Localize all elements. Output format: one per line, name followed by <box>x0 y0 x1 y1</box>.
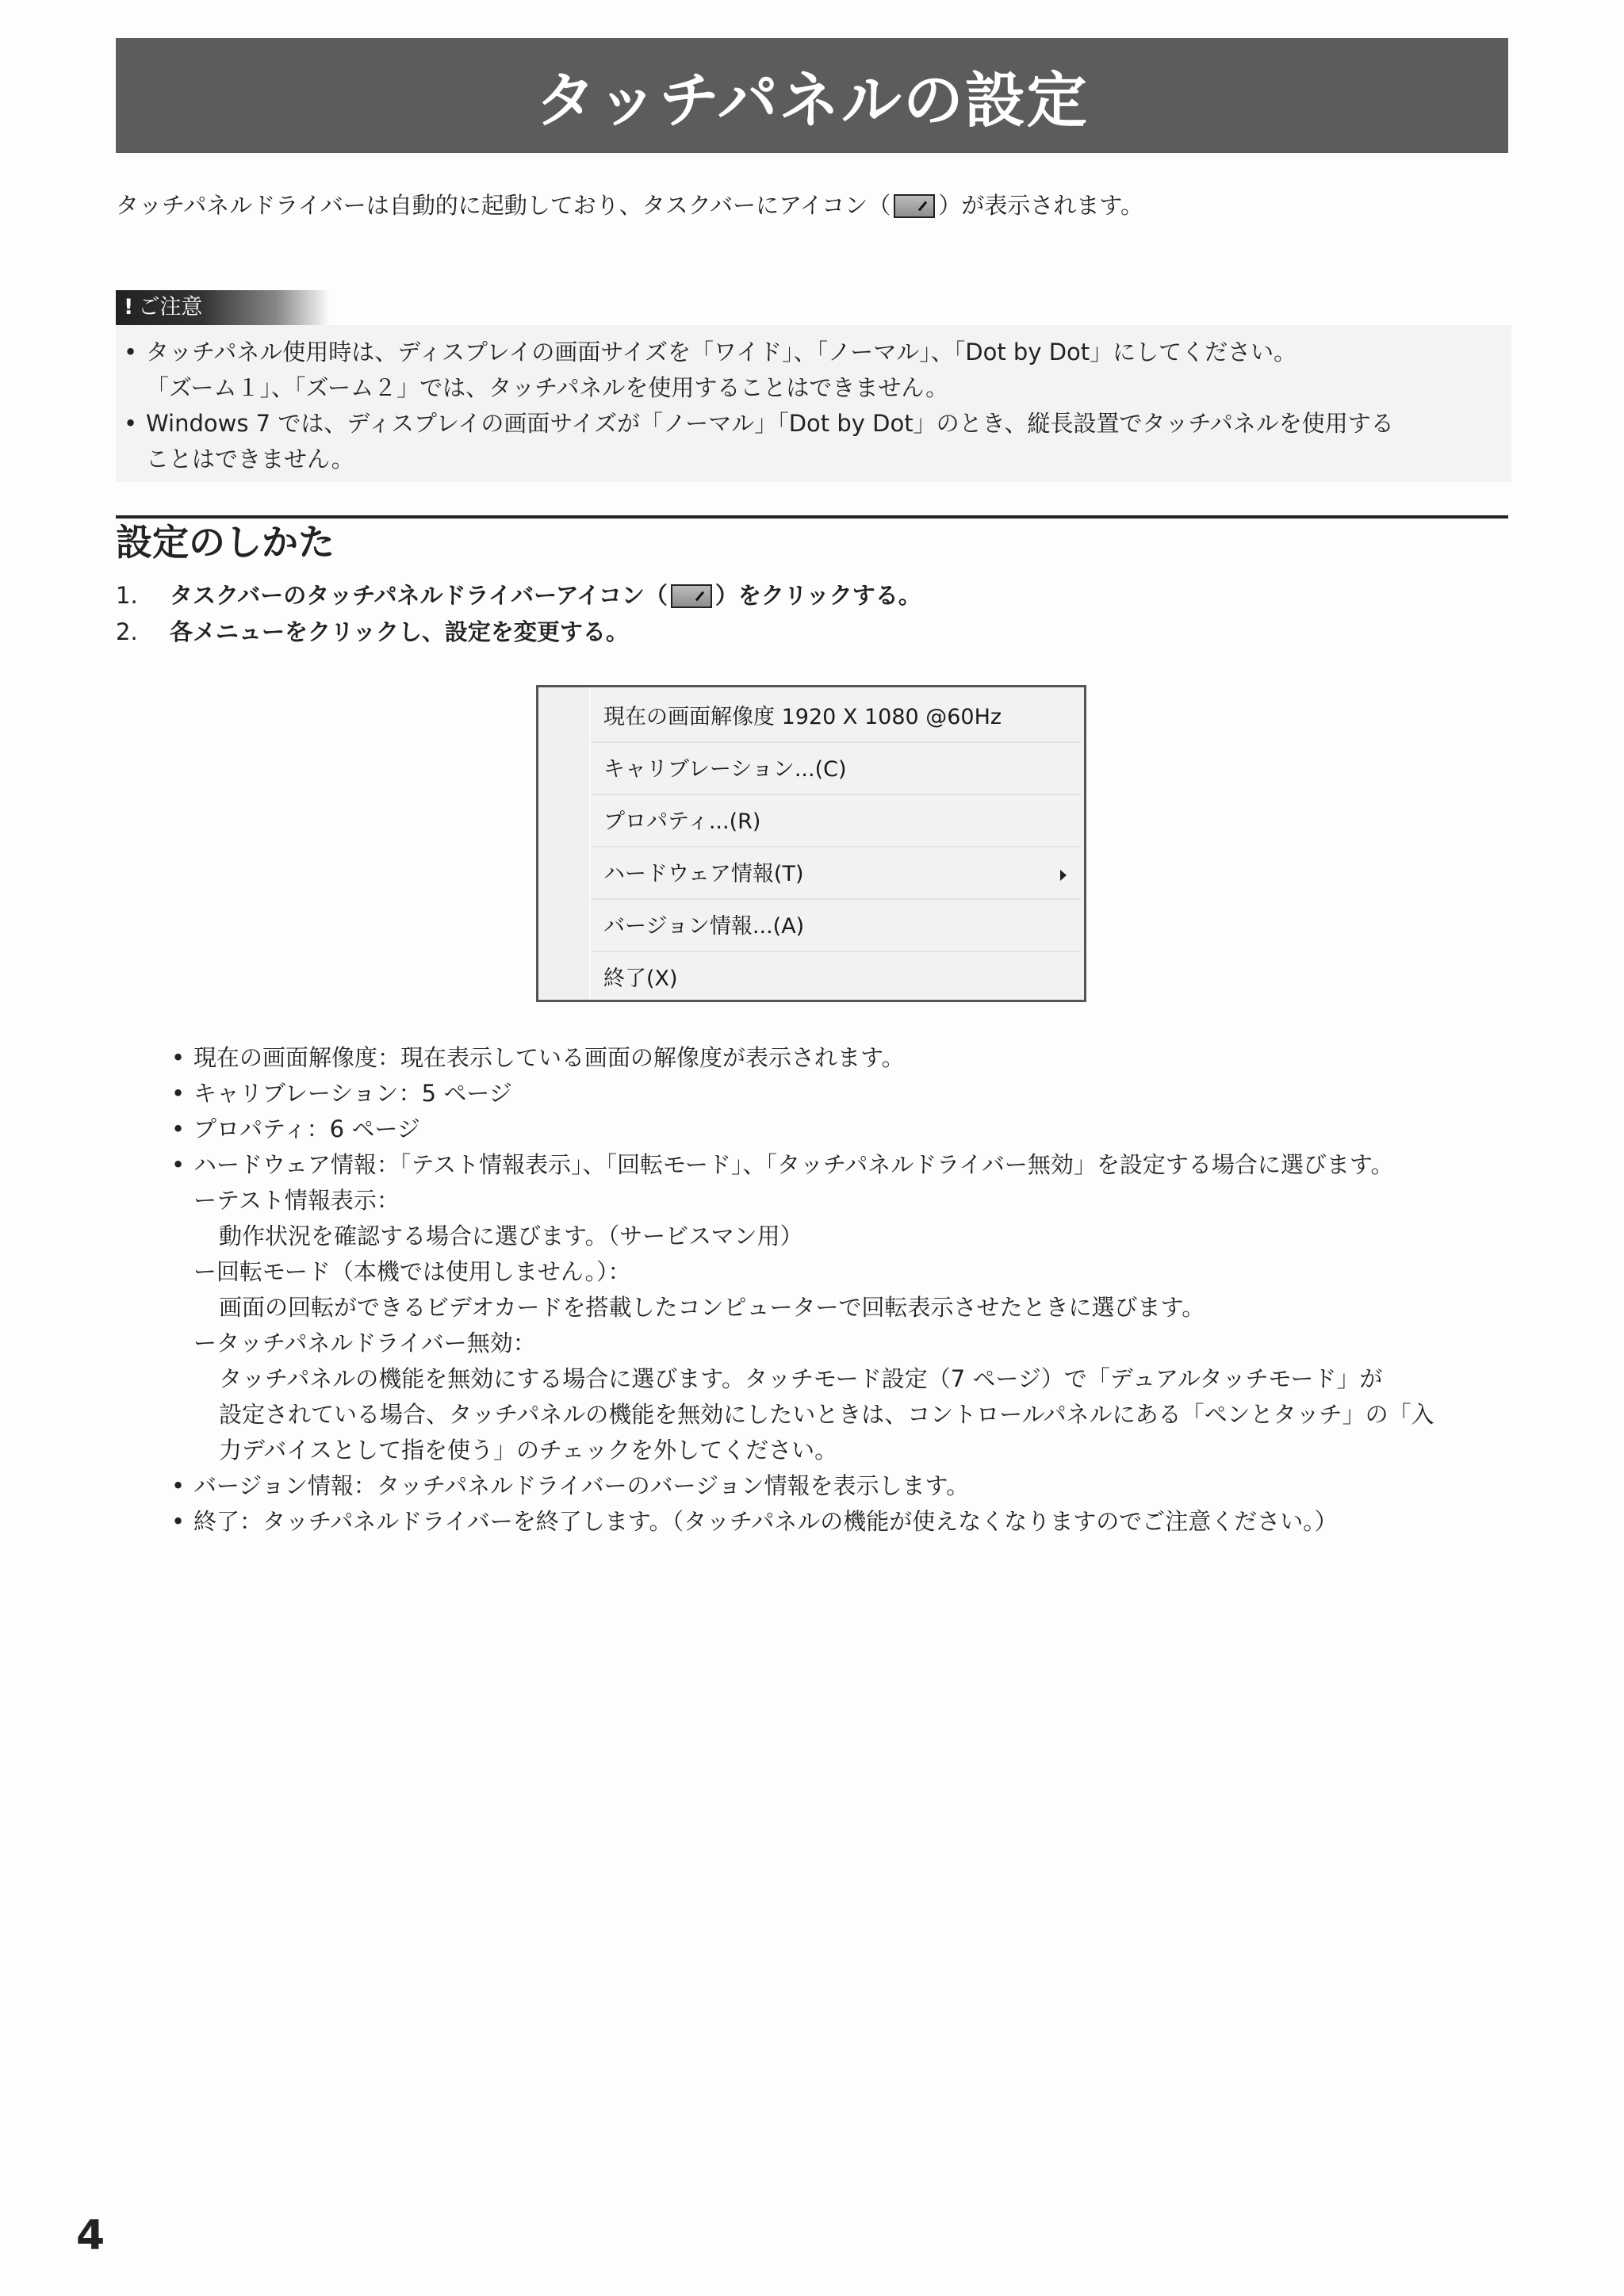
exclamation-icon: ! <box>124 295 134 320</box>
intro-paragraph <box>116 187 1511 224</box>
menu-item-properties[interactable]: プロパティ...(R) <box>591 797 1081 848</box>
context-menu <box>536 685 1086 1002</box>
notice-label <box>116 290 330 325</box>
menu-item-hardware-info[interactable]: ハードウェア情報(T) <box>591 849 1081 900</box>
desc-calibration: • キャリブレーション：5 ページ <box>170 1076 1518 1112</box>
intro-text-after: ）が表示されます。 <box>938 192 1143 219</box>
menu-item-exit[interactable]: 終了(X) <box>603 966 678 991</box>
submenu-arrow-icon <box>1060 870 1067 881</box>
hw-driver-disable: ータッチパネルドライバー無効： タッチパネルの機能を無効にする場合に選びます。タッチモード設定（7 ページ）で「デュアルタッチモード」が 設定されている場合、タッチパネルの機能を無効にしたいときは、コントロールパネルにある「ペンとタッチ」の「入 力デバイスとして指を使う」のチェックを外してください。 <box>193 1330 1434 1464</box>
desc-version: • バージョン情報：タッチパネルドライバーのバージョン情報を表示します。 <box>170 1468 1518 1504</box>
desc-property: • プロパティ：6 ページ <box>170 1112 1518 1147</box>
hw-rotate-mode: ー回転モード（本機では使用しません。）： 画面の回転ができるビデオカードを搭載したコンピューターで回転表示させたときに選びます。 <box>193 1258 1205 1321</box>
step-item: 2. 各メニューをクリックし、設定を変更する。 <box>116 618 629 645</box>
steps-list <box>116 577 1511 650</box>
page-number: 4 <box>76 2212 105 2260</box>
desc-resolution: • 現在の画面解像度：現在表示している画面の解像度が表示されます。 <box>170 1040 1518 1076</box>
menu-item-resolution[interactable]: 現在の画面解像度 1920 X 1080 @60Hz <box>591 692 1081 743</box>
notice-label-text: ご注意 <box>138 295 203 320</box>
menu-icon-gutter <box>538 687 591 1000</box>
touch-panel-tray-icon <box>894 194 935 218</box>
notice-list <box>119 335 1507 477</box>
section-heading: 設定のしかた <box>116 521 335 564</box>
notice-item: • タッチパネル使用時は、ディスプレイの画面サイズを「ワイド」、「ノーマル」、「Dot by Dot」にしてください。 「ズーム１」、「ズーム２」では、タッチパネルを使用することはできません。 <box>119 335 1507 406</box>
menu-item-version-info[interactable]: バージョン情報...(A) <box>591 901 1081 952</box>
desc-exit: • 終了：タッチパネルドライバーを終了します。（タッチパネルの機能が使えなくなりますのでご注意ください。） <box>170 1504 1518 1540</box>
hw-test-info: ーテスト情報表示： 動作状況を確認する場合に選びます。（サービスマン用） <box>193 1187 803 1249</box>
menu-item-calibration[interactable]: キャリブレーション...(C) <box>591 744 1081 795</box>
page-title: タッチパネルの設定 <box>116 38 1508 153</box>
intro-text-before: タッチパネルドライバーは自動的に起動しており、タスクバーにアイコン（ <box>116 192 891 219</box>
step-item: 1. タスクバーのタッチパネルドライバーアイコン（ ）をクリックする。 <box>116 582 921 609</box>
touch-panel-tray-icon <box>671 584 712 608</box>
notice-item: • Windows 7 では、ディスプレイの画面サイズが「ノーマル」「Dot by Dot」のとき、縦長設置でタッチパネルを使用する ことはできません。 <box>119 406 1507 477</box>
menu-description-list <box>170 1040 1518 1540</box>
desc-hardware: • ハードウェア情報：「テスト情報表示」、「回転モード」、「タッチパネルドライバー無効」を設定する場合に選びます。 ーテスト情報表示： 動作状況を確認する場合に選びます。（サービスマン用） ー回転モード（本機では使用しません。）： 画面の回転ができるビデオカードを搭載したコンピューターで回転表示させたときに選びます。 ータッチパネルドライバー無効： タッチパネルの機能を無効にする場合に選びます。タッチモード設定（7 ページ）で「デュアルタッチモード」が 設定されている場合、タッチパネルの機能を無効にしたいときは、コントロールパネルにある「ペンとタッチ」の「入 力デバイスとして指を使う」のチェックを外してください。 <box>170 1147 1518 1468</box>
